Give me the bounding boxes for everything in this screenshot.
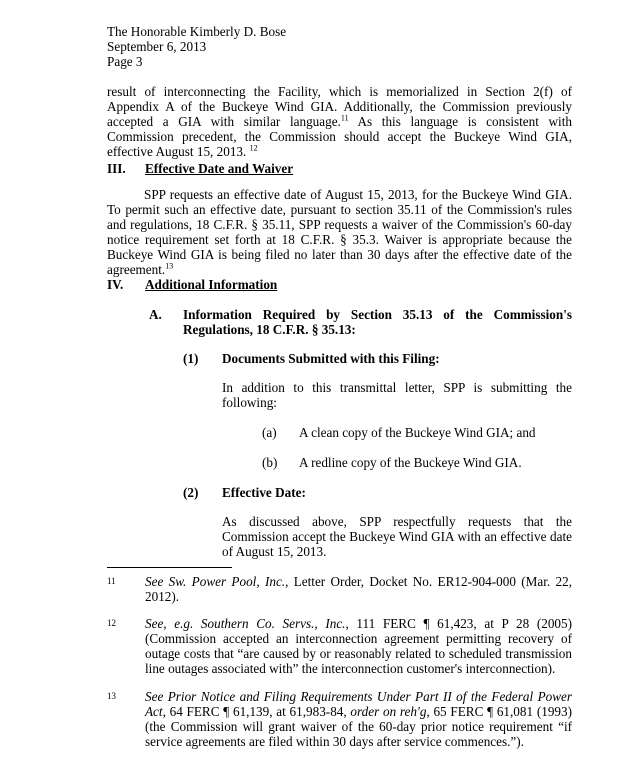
list-marker: (b) [262, 455, 278, 470]
footnote-13 [107, 689, 572, 749]
section-title: Effective Date and Waiver [145, 161, 294, 176]
subsection-number: (2) [183, 485, 199, 500]
section-title: Additional Information [145, 277, 278, 292]
letter-header [107, 24, 286, 69]
subsection-2-body: As discussed above, SPP respectfully requests that the Commission accept the Buckeye Wind GIA with an effective date of August 15, 2013. [222, 514, 572, 559]
footnote-number: 12 [107, 618, 116, 628]
list-marker: (a) [262, 425, 277, 440]
list-item [262, 425, 536, 440]
subsection-title: Effective Date: [222, 485, 306, 500]
subsection-letter: A. [149, 307, 162, 322]
section-number: III. [107, 161, 126, 176]
subsection-number: (1) [183, 351, 199, 366]
subsection-a [149, 307, 572, 337]
footnote-text: See, e.g. Southern Co. Servs., Inc., 111 FERC ¶ 61,423, at P 28 (2005) (Commission accepted an interconnection agreement permitting recovery of outage costs that “are caused by or reasonably related to scheduled transmission line outages associated with” the interconnection customer's interconnection). [145, 616, 572, 676]
footnote-12 [107, 616, 572, 676]
subsection-2-heading [183, 485, 306, 500]
subsection-1-body: In addition to this transmittal letter, SPP is submitting the following: [222, 380, 572, 410]
list-item-text: A redline copy of the Buckeye Wind GIA. [299, 455, 522, 470]
footnote-11 [107, 574, 572, 604]
list-item [262, 455, 522, 470]
footnote-text: See Sw. Power Pool, Inc., Letter Order, Docket No. ER12-904-000 (Mar. 22, 2012). [145, 574, 572, 604]
section-iii-body: SPP requests an effective date of August 15, 2013, for the Buckeye Wind GIA. To permit such an effective date, pursuant to section 35.11 of the Commission's rules and regulations, 18 C.F.R. § 35.11, SPP requests a waiver of the Commission's 60-day notice requirement set forth at 18 C.F.R. § 35.3. Waiver is appropriate because the Buckeye Wind GIA is being filed no later than 30 days after the effective date of the agreement.$^{13}$ [107, 187, 572, 277]
paragraph-continued: result of interconnecting the Facility, which is memorialized in Section 2(f) of Appendix A of the Buckeye Wind GIA. Additionally, the Commission previously accepted a GIA with similar language.$^{11}$ As this language is consistent with Commission precedent, the Commission should accept the Buckeye Wind GIA, effective August 15, 2013. $^{12}$ [107, 84, 572, 159]
subsection-1-heading [183, 351, 440, 366]
footnote-ref-11: 11 [340, 113, 349, 123]
page-number: Page 3 [107, 54, 143, 69]
subsection-title: Documents Submitted with this Filing: [222, 351, 440, 366]
list-item-text: A clean copy of the Buckeye Wind GIA; and [299, 425, 536, 440]
footnote-ref-12: 12 [249, 143, 258, 153]
footnote-separator [107, 567, 232, 568]
footnote-number: 13 [107, 691, 116, 701]
footnote-ref-13: 13 [165, 261, 174, 271]
footnote-text: See Prior Notice and Filing Requirements Under Part II of the Federal Power Act, 64 FERC ¶ 61,139, at 61,983-84, order on reh'g, 65 FERC ¶ 61,081 (1993) (the Commission will grant waiver of the 60-day prior notice requirement “if service agreements are filed within 30 days after service commences.”). [145, 689, 572, 749]
addressee: The Honorable Kimberly D. Bose [107, 24, 287, 39]
section-number: IV. [107, 277, 124, 292]
letter-date: September 6, 2013 [107, 39, 207, 54]
section-heading-iv [107, 277, 277, 292]
subsection-title: Information Required by Section 35.13 of the Commission's Regulations, 18 C.F.R. § 35.13: [183, 307, 572, 337]
section-heading-iii [107, 161, 293, 176]
footnote-number: 11 [107, 576, 116, 586]
